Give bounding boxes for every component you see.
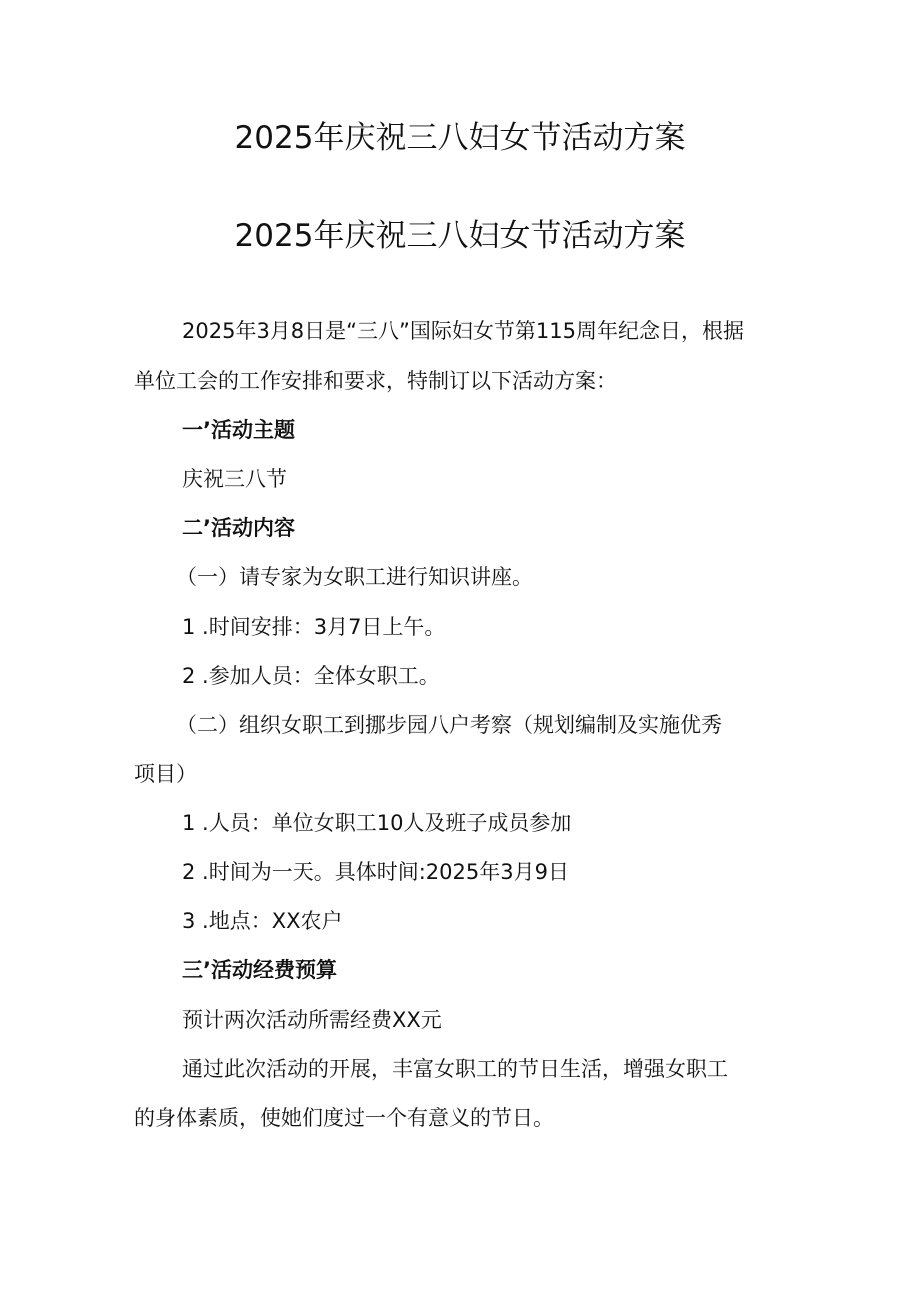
- item-2-sub-3: 3 .地点：XX农户: [182, 909, 343, 933]
- intro-paragraph-line-1: 2025年3月8日是“三八”国际妇女节第115周年纪念日，根据: [182, 319, 745, 343]
- item-2-sub-1: 1 .人员：单位女职工10人及班子成员参加: [182, 811, 572, 835]
- closing-paragraph-line-1: 通过此次活动的开展，丰富女职工的节日生活，增强女职工: [182, 1057, 728, 1081]
- section-3-heading: 三’活动经费预算: [182, 958, 337, 982]
- section-1-body: 庆祝三八节: [182, 467, 287, 491]
- item-1-sub-2: 2 .参加人员：全体女职工。: [182, 664, 440, 688]
- item-2-title-line-1: （二）组织女职工到挪步园八户考察（规划编制及实施优秀: [176, 713, 722, 737]
- item-2-sub-2: 2 .时间为一天。具体时间:2025年3月9日: [182, 860, 569, 884]
- intro-paragraph-line-2: 单位工会的工作安排和要求，特制订以下活动方案：: [134, 369, 617, 393]
- item-1-title: （一）请专家为女职工进行知识讲座。: [176, 565, 533, 589]
- item-1-sub-1: 1 .时间安排：3月7日上午。: [182, 615, 446, 639]
- closing-paragraph-line-2: 的身体素质，使她们度过一个有意义的节日。: [134, 1106, 554, 1130]
- section-1-heading: 一’活动主题: [182, 418, 295, 442]
- section-2-heading: 二’活动内容: [182, 516, 295, 540]
- document-subtitle: 2025年庆祝三八妇女节活动方案: [234, 218, 686, 254]
- document-title: 2025年庆祝三八妇女节活动方案: [234, 120, 686, 156]
- section-3-body: 预计两次活动所需经费XX元: [182, 1008, 442, 1032]
- item-2-title-line-2: 项目）: [134, 762, 197, 786]
